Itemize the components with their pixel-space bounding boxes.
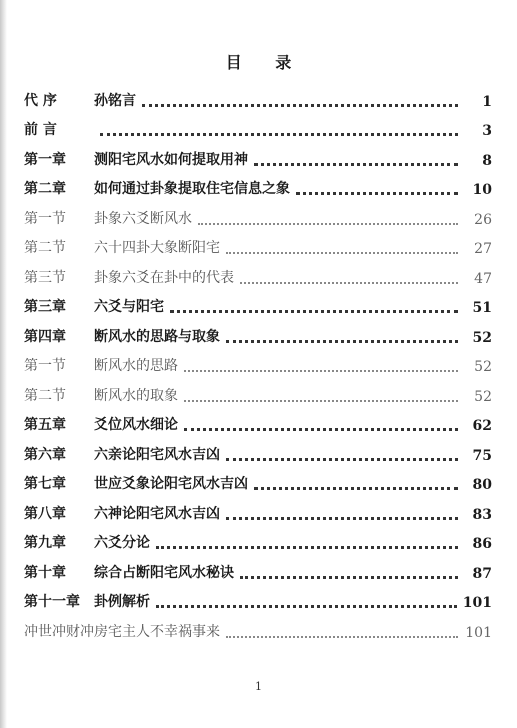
toc-entry-page: 87 — [472, 565, 492, 582]
toc-entry-title: 断风水的思路与取象 — [94, 328, 220, 345]
toc-entry-number: 第二章 — [24, 181, 66, 197]
toc-entry-page: 1 — [482, 93, 492, 110]
toc-entry-title: 六十四卦大象断阳宅 — [94, 240, 220, 256]
dot-leader — [184, 386, 458, 402]
dot-leader — [226, 444, 458, 461]
toc-entry-page: 52 — [474, 388, 492, 405]
toc-entry-number: 第九章 — [24, 535, 66, 551]
toc-entry[interactable] — [24, 613, 492, 643]
toc-entry-title: 主人不幸祸事来 — [122, 623, 220, 640]
toc-entry-page: 3 — [482, 123, 492, 139]
toc-entry[interactable] — [24, 348, 492, 378]
dot-leader — [184, 356, 458, 372]
toc-entry-page: 52 — [472, 329, 492, 346]
toc-entry-number: 前 言 — [24, 122, 57, 138]
dot-leader — [226, 238, 458, 254]
dot-leader — [100, 119, 458, 136]
page-title: 目 录 — [225, 53, 306, 72]
toc-entry-title: 测阳宅风水如何提取用神 — [94, 151, 248, 168]
toc-entry-page: 26 — [474, 211, 492, 228]
toc-entry-number: 代 序 — [24, 92, 57, 109]
toc-list — [24, 82, 492, 643]
toc-entry[interactable] — [24, 82, 492, 112]
toc-entry[interactable] — [24, 584, 492, 614]
toc-entry-number: 第一节 — [24, 210, 66, 227]
toc-entry-page: 75 — [472, 447, 492, 464]
toc-entry-page: 51 — [472, 300, 492, 316]
toc-entry-page: 101 — [462, 595, 492, 611]
toc-entry-number: 第一节 — [24, 358, 66, 374]
toc-entry[interactable] — [24, 200, 492, 230]
toc-entry-number: 第三章 — [24, 299, 66, 315]
toc-entry-title: 孙铭言 — [94, 92, 136, 109]
toc-entry-title: 断风水的取象 — [94, 387, 178, 404]
toc-entry-number: 冲世冲财冲房宅 — [24, 623, 122, 640]
dot-leader — [226, 503, 458, 520]
toc-entry-number: 第四章 — [24, 328, 66, 345]
toc-entry-number: 第十章 — [24, 564, 66, 581]
dot-leader — [170, 296, 458, 313]
toc-entry-title: 世应爻象论阳宅风水吉凶 — [94, 476, 248, 492]
toc-entry[interactable] — [24, 318, 492, 348]
toc-entry[interactable] — [24, 377, 492, 407]
toc-entry-number: 第三节 — [24, 269, 66, 286]
toc-entry-title: 六爻与阳宅 — [94, 299, 164, 315]
toc-entry-page: 62 — [472, 418, 492, 434]
toc-entry-number: 第二节 — [24, 240, 66, 256]
toc-entry-number: 第八章 — [24, 505, 66, 522]
toc-entry-number: 第六章 — [24, 446, 66, 463]
dot-leader — [226, 622, 458, 638]
toc-entry-page: 27 — [474, 241, 492, 257]
toc-entry-number: 第一章 — [24, 151, 66, 168]
toc-entry-page: 83 — [472, 506, 492, 523]
toc-entry-page: 80 — [472, 477, 492, 493]
toc-entry-page: 86 — [472, 536, 492, 552]
toc-entry-number: 第二节 — [24, 387, 66, 404]
dot-leader — [142, 90, 458, 107]
toc-entry[interactable] — [24, 141, 492, 171]
binding-shadow — [0, 0, 7, 728]
toc-entry-title: 六爻分论 — [94, 535, 150, 551]
toc-entry[interactable] — [24, 466, 492, 496]
toc-entry-page: 8 — [482, 152, 492, 169]
toc-entry[interactable] — [24, 554, 492, 584]
toc-entry-title: 卦例解析 — [94, 594, 150, 610]
toc-entry-page: 52 — [474, 359, 492, 375]
toc-entry-title: 爻位风水细论 — [94, 417, 178, 433]
dot-leader — [156, 591, 457, 608]
toc-entry[interactable] — [24, 495, 492, 525]
toc-entry[interactable] — [24, 436, 492, 466]
dot-leader — [254, 473, 458, 490]
toc-entry[interactable] — [24, 259, 492, 289]
page-number: 1 — [255, 680, 262, 693]
toc-entry[interactable] — [24, 112, 492, 142]
dot-leader — [184, 414, 458, 431]
toc-entry-title: 断风水的思路 — [94, 358, 178, 374]
toc-entry-title: 如何通过卦象提取住宅信息之象 — [94, 181, 290, 197]
toc-entry-title: 六神论阳宅风水吉凶 — [94, 505, 220, 522]
dot-leader — [198, 209, 458, 225]
toc-entry-page: 47 — [474, 270, 492, 287]
dot-leader — [156, 532, 458, 549]
toc-entry-number: 第七章 — [24, 476, 66, 492]
dot-leader — [254, 149, 458, 166]
toc-entry-number: 第十一章 — [24, 594, 80, 610]
dot-leader — [240, 268, 458, 284]
toc-entry-page: 101 — [465, 624, 492, 641]
toc-entry[interactable] — [24, 407, 492, 437]
toc-entry-number: 第五章 — [24, 417, 66, 433]
toc-entry[interactable] — [24, 171, 492, 201]
dot-leader — [240, 562, 458, 579]
toc-entry-title: 综合占断阳宅风水秘诀 — [94, 564, 234, 581]
toc-entry-page: 10 — [472, 182, 492, 198]
toc-entry[interactable] — [24, 230, 492, 260]
toc-entry-title: 卦象六爻断风水 — [94, 210, 192, 227]
dot-leader — [296, 178, 458, 195]
dot-leader — [226, 326, 458, 343]
toc-entry-title: 六亲论阳宅风水吉凶 — [94, 446, 220, 463]
toc-entry[interactable] — [24, 289, 492, 319]
toc-entry[interactable] — [24, 525, 492, 555]
toc-entry-title: 卦象六爻在卦中的代表 — [94, 269, 234, 286]
